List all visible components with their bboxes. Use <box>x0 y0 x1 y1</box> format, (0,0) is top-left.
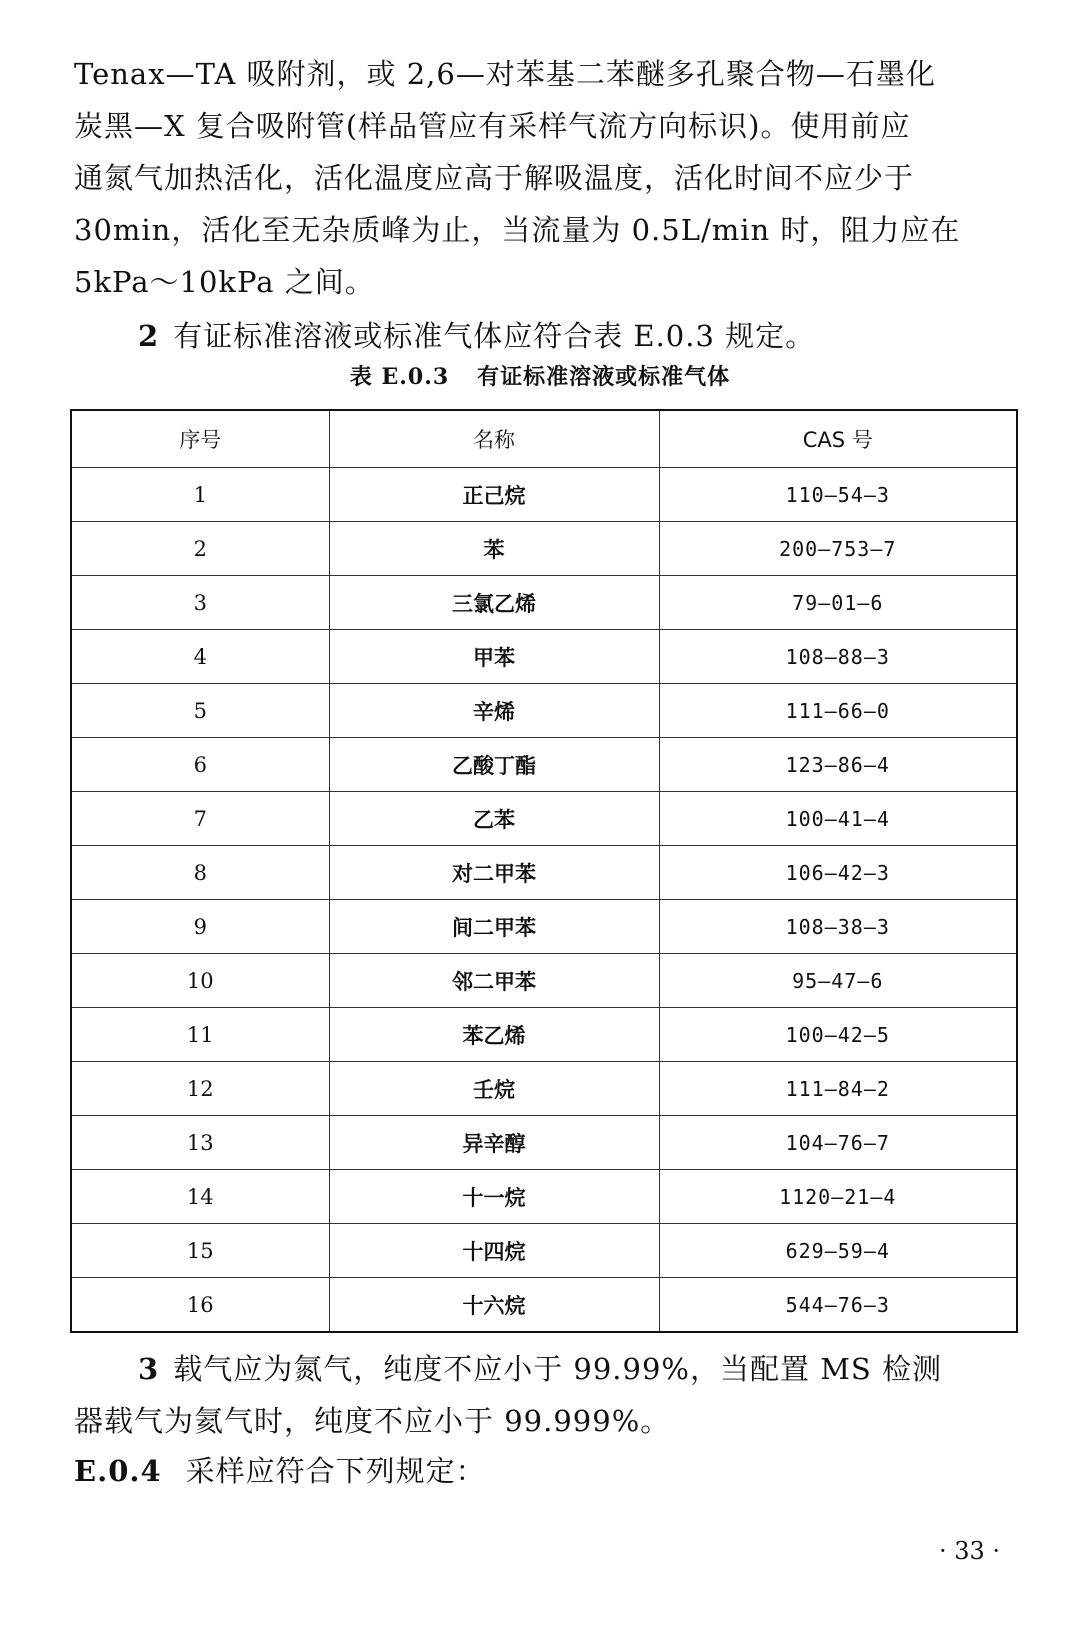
clause-e04 <box>74 1445 1020 1497</box>
intro-line: 5kPa～10kPa 之间。 <box>74 265 375 299</box>
cell-no: 10 <box>71 954 329 1008</box>
cell-cas: 95—47—6 <box>659 954 1017 1008</box>
header-no: 序号 <box>71 410 329 468</box>
table-row <box>71 1170 1017 1224</box>
cell-name: 十一烷 <box>329 1170 659 1224</box>
cell-no: 15 <box>71 1224 329 1278</box>
table-caption <box>0 362 1080 392</box>
table-row <box>71 522 1017 576</box>
table-row <box>71 468 1017 522</box>
intro-line: Tenax—TA 吸附剂，或 2,6—对苯基二苯醚多孔聚合物—石墨化 <box>74 57 936 91</box>
cell-cas: 123—86—4 <box>659 738 1017 792</box>
cell-no: 1 <box>71 468 329 522</box>
cell-cas: 629—59—4 <box>659 1224 1017 1278</box>
item-3 <box>74 1343 1020 1447</box>
cell-name: 乙苯 <box>329 792 659 846</box>
cell-no: 9 <box>71 900 329 954</box>
table-row <box>71 684 1017 738</box>
cell-name: 十四烷 <box>329 1224 659 1278</box>
intro-line: 炭黑—X 复合吸附管(样品管应有采样气流方向标识)。使用前应 <box>74 109 911 143</box>
cell-no: 12 <box>71 1062 329 1116</box>
table-row <box>71 1278 1017 1333</box>
cell-name: 壬烷 <box>329 1062 659 1116</box>
table-row <box>71 900 1017 954</box>
cell-cas: 111—66—0 <box>659 684 1017 738</box>
cell-no: 14 <box>71 1170 329 1224</box>
cell-no: 5 <box>71 684 329 738</box>
table-row <box>71 1008 1017 1062</box>
item-text: 有证标准溶液或标准气体应符合表 E.0.3 规定。 <box>173 319 816 353</box>
cell-name: 甲苯 <box>329 630 659 684</box>
table-row <box>71 1224 1017 1278</box>
header-cas: CAS 号 <box>659 410 1017 468</box>
cell-name: 邻二甲苯 <box>329 954 659 1008</box>
page-number: · 33 · <box>938 1537 1000 1565</box>
cell-cas: 108—38—3 <box>659 900 1017 954</box>
cell-name: 十六烷 <box>329 1278 659 1333</box>
cell-no: 8 <box>71 846 329 900</box>
item-number: 2 <box>138 319 160 353</box>
cell-cas: 108—88—3 <box>659 630 1017 684</box>
cell-name: 乙酸丁酯 <box>329 738 659 792</box>
table-id: 表 E.0.3 <box>349 364 450 390</box>
cell-name: 正己烷 <box>329 468 659 522</box>
item-text: 器载气为氦气时，纯度不应小于 99.999%。 <box>74 1404 671 1438</box>
cell-cas: 100—42—5 <box>659 1008 1017 1062</box>
cell-no: 13 <box>71 1116 329 1170</box>
intro-line: 30min，活化至无杂质峰为止，当流量为 0.5L/min 时，阻力应在 <box>74 213 961 247</box>
table-title: 有证标准溶液或标准气体 <box>477 364 731 390</box>
cell-name: 苯乙烯 <box>329 1008 659 1062</box>
clause-text: 采样应符合下列规定： <box>185 1454 486 1488</box>
item-number: 3 <box>138 1352 160 1386</box>
table-row <box>71 630 1017 684</box>
table-row <box>71 792 1017 846</box>
cell-no: 6 <box>71 738 329 792</box>
cell-no: 7 <box>71 792 329 846</box>
cell-no: 16 <box>71 1278 329 1333</box>
table-row <box>71 738 1017 792</box>
cell-name: 三氯乙烯 <box>329 576 659 630</box>
table-row <box>71 1062 1017 1116</box>
cell-cas: 111—84—2 <box>659 1062 1017 1116</box>
cell-cas: 106—42—3 <box>659 846 1017 900</box>
cell-no: 11 <box>71 1008 329 1062</box>
cell-cas: 79—01—6 <box>659 576 1017 630</box>
item-2 <box>74 310 1020 362</box>
cell-cas: 100—41—4 <box>659 792 1017 846</box>
intro-line: 通氮气加热活化，活化温度应高于解吸温度，活化时间不应少于 <box>74 161 915 195</box>
intro-paragraph <box>74 48 1020 308</box>
table-row <box>71 1116 1017 1170</box>
table-row <box>71 846 1017 900</box>
cell-cas: 200—753—7 <box>659 522 1017 576</box>
cell-name: 异辛醇 <box>329 1116 659 1170</box>
standards-table <box>70 409 1018 1333</box>
cell-cas: 104—76—7 <box>659 1116 1017 1170</box>
cell-cas: 544—76—3 <box>659 1278 1017 1333</box>
header-name: 名称 <box>329 410 659 468</box>
cell-name: 对二甲苯 <box>329 846 659 900</box>
cell-cas: 110—54—3 <box>659 468 1017 522</box>
table-header-row <box>71 410 1017 468</box>
cell-no: 2 <box>71 522 329 576</box>
cell-name: 间二甲苯 <box>329 900 659 954</box>
cell-name: 苯 <box>329 522 659 576</box>
cell-name: 辛烯 <box>329 684 659 738</box>
item-text: 载气应为氮气，纯度不应小于 99.99%，当配置 MS 检测 <box>173 1352 942 1386</box>
table-row <box>71 576 1017 630</box>
cell-no: 3 <box>71 576 329 630</box>
table-row <box>71 954 1017 1008</box>
clause-number: E.0.4 <box>74 1454 162 1488</box>
cell-no: 4 <box>71 630 329 684</box>
cell-cas: 1120—21—4 <box>659 1170 1017 1224</box>
